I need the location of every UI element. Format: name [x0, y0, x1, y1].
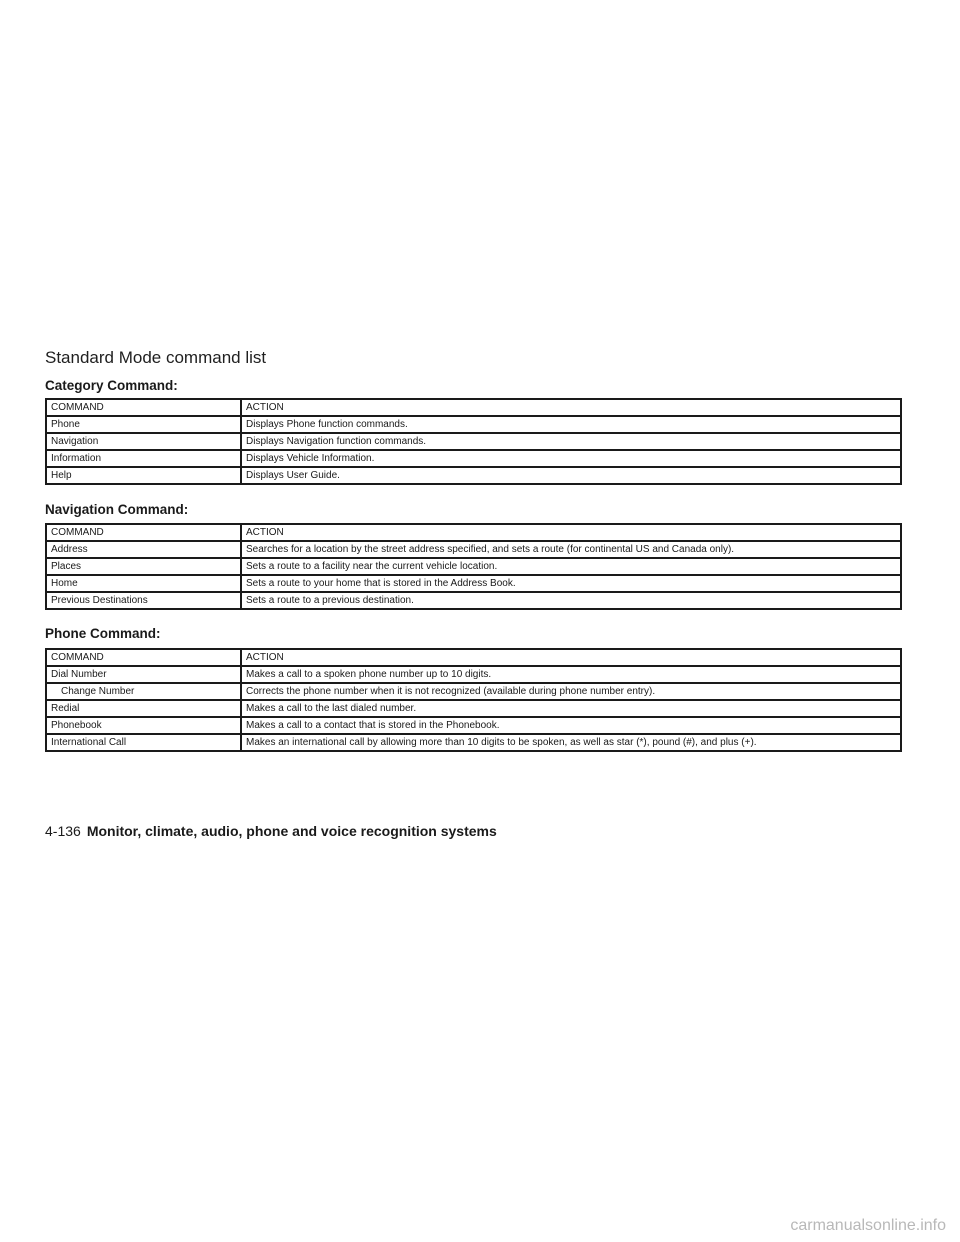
- phone-command-heading: Phone Command:: [45, 626, 161, 641]
- navigation-command-table: [45, 523, 902, 610]
- table-row: [46, 416, 901, 433]
- page-title: Standard Mode command list: [45, 348, 267, 367]
- command-cell: Address: [46, 541, 241, 558]
- table-row: [46, 467, 901, 484]
- footer-section-title: Monitor, climate, audio, phone and voice recognition systems: [86, 823, 497, 839]
- category-command-table: [45, 398, 902, 485]
- command-cell: Information: [46, 450, 241, 467]
- command-cell-subcommand: Change Number: [46, 683, 241, 700]
- table-row: [46, 683, 901, 700]
- command-cell: Home: [46, 575, 241, 592]
- command-cell: Help: [46, 467, 241, 484]
- action-cell: Displays Navigation function commands.: [241, 433, 901, 450]
- command-cell: Dial Number: [46, 666, 241, 683]
- action-cell: Sets a route to your home that is stored in the Address Book.: [241, 575, 901, 592]
- action-cell: Displays Vehicle Information.: [241, 450, 901, 467]
- action-cell: Makes a call to a spoken phone number up to 10 digits.: [241, 666, 901, 683]
- table-row: [46, 734, 901, 751]
- column-header-command: COMMAND: [46, 524, 241, 541]
- table-header-row: [46, 524, 901, 541]
- command-cell: Places: [46, 558, 241, 575]
- command-cell: Phonebook: [46, 717, 241, 734]
- phone-command-table: [45, 648, 902, 752]
- table-row: [46, 592, 901, 609]
- table-row: [46, 558, 901, 575]
- command-cell: Previous Destinations: [46, 592, 241, 609]
- action-cell: Makes a call to a contact that is stored in the Phonebook.: [241, 717, 901, 734]
- column-header-command: COMMAND: [46, 399, 241, 416]
- page-footer: [45, 823, 497, 839]
- table-row: [46, 575, 901, 592]
- column-header-action: ACTION: [241, 399, 901, 416]
- action-cell: Makes an international call by allowing more than 10 digits to be spoken, as well as star (*), pound (#), and plus (+).: [241, 734, 901, 751]
- column-header-action: ACTION: [241, 524, 901, 541]
- action-cell: Searches for a location by the street address specified, and sets a route (for continental US and Canada only).: [241, 541, 901, 558]
- table-row: [46, 450, 901, 467]
- action-cell: Displays User Guide.: [241, 467, 901, 484]
- action-cell: Sets a route to a facility near the current vehicle location.: [241, 558, 901, 575]
- table-row: [46, 433, 901, 450]
- table-row: [46, 700, 901, 717]
- column-header-action: ACTION: [241, 649, 901, 666]
- category-command-heading: Category Command:: [45, 378, 178, 393]
- page-number: 4-136: [45, 823, 81, 839]
- table-row: [46, 717, 901, 734]
- watermark: carmanualsonline.info: [790, 1217, 946, 1234]
- command-cell: Phone: [46, 416, 241, 433]
- table-header-row: [46, 399, 901, 416]
- table-header-row: [46, 649, 901, 666]
- command-cell: Redial: [46, 700, 241, 717]
- command-cell: International Call: [46, 734, 241, 751]
- navigation-command-heading: Navigation Command:: [45, 502, 189, 517]
- table-row: [46, 666, 901, 683]
- command-cell: Navigation: [46, 433, 241, 450]
- column-header-command: COMMAND: [46, 649, 241, 666]
- action-cell: Sets a route to a previous destination.: [241, 592, 901, 609]
- action-cell: Makes a call to the last dialed number.: [241, 700, 901, 717]
- action-cell: Displays Phone function commands.: [241, 416, 901, 433]
- action-cell: Corrects the phone number when it is not recognized (available during phone number entry).: [241, 683, 901, 700]
- table-row: [46, 541, 901, 558]
